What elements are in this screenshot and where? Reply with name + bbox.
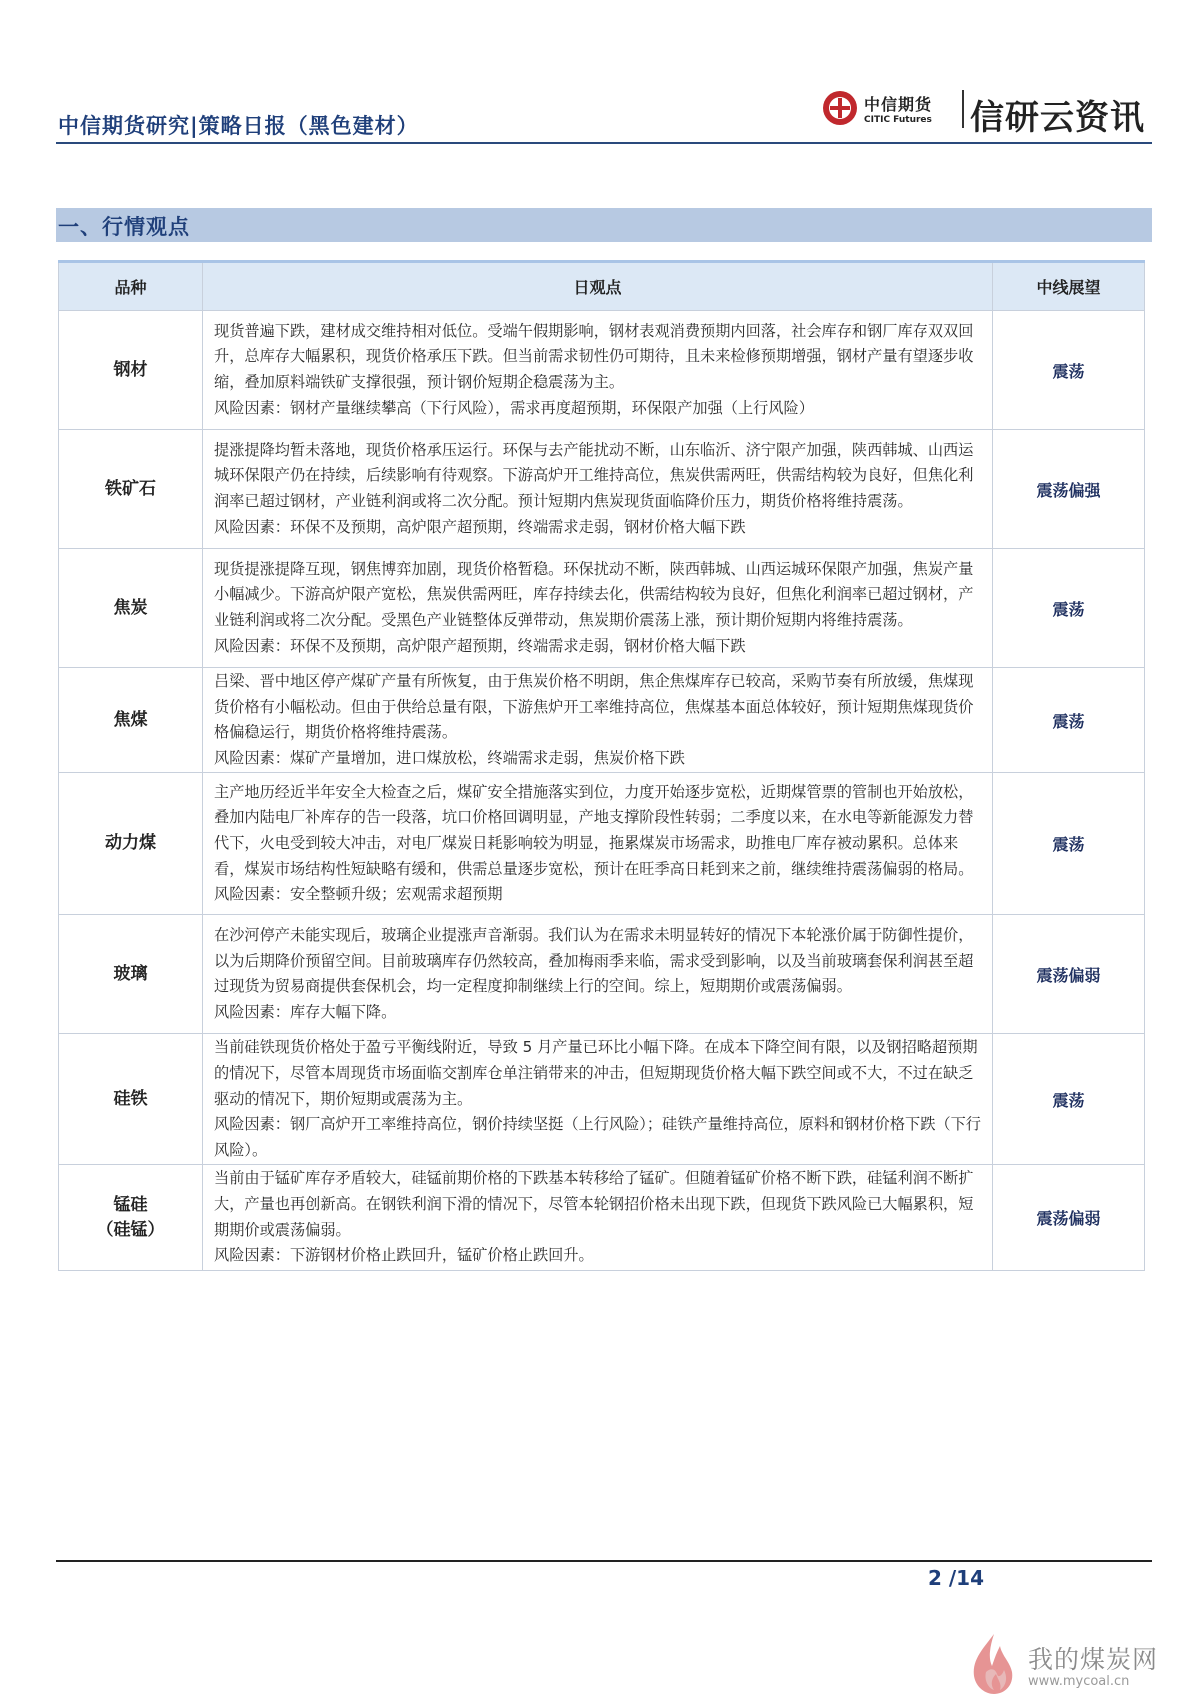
page-number: 2 /14 xyxy=(928,1566,985,1590)
risk-text: 风险因素：钢材产量继续攀高（下行风险），需求再度超预期，环保限产加强（上行风险） xyxy=(214,398,814,417)
daily-view-cell xyxy=(203,430,993,549)
variety-cell: 焦炭 xyxy=(59,549,203,668)
risk-text: 风险因素：环保不及预期，高炉限产超预期，终端需求走弱，钢材价格大幅下跌 xyxy=(214,517,746,536)
variety-cell: 硅铁 xyxy=(59,1034,203,1165)
daily-view-cell xyxy=(203,1165,993,1270)
header-variety: 品种 xyxy=(59,262,203,311)
watermark-site-name: 我的煤炭网 xyxy=(1028,1645,1159,1674)
logo-english-name: CITIC Futures xyxy=(864,115,932,125)
section-bar xyxy=(56,208,1152,242)
table-header-row xyxy=(59,262,1145,311)
variety-cell: 锰硅 （硅锰） xyxy=(59,1165,203,1270)
risk-text: 风险因素：库存大幅下降。 xyxy=(214,1002,397,1021)
flame-logo-icon xyxy=(964,1632,1020,1696)
daily-view-cell xyxy=(203,668,993,773)
header-mid-term-outlook: 中线展望 xyxy=(993,262,1145,311)
outlook-cell: 震荡 xyxy=(993,668,1145,773)
risk-text: 风险因素：安全整顿升级；宏观需求超预期 xyxy=(214,885,503,904)
table-row xyxy=(59,1034,1145,1165)
outlook-cell: 震荡 xyxy=(993,311,1145,430)
view-text: 当前由于锰矿库存矛盾较大，硅锰前期价格的下跌基本转移给了锰矿。但随着锰矿价格不断下跌，硅锰利润不断扩大，产量也再创新高。在钢铁利润下滑的情况下，尽管本轮钢招价格未出现下跌，但现货下跌风险已大幅累积，短期期价或震荡偏弱。 xyxy=(214,1169,974,1239)
variety-cell: 动力煤 xyxy=(59,773,203,915)
header-daily-view: 日观点 xyxy=(203,262,993,311)
variety-cell: 玻璃 xyxy=(59,915,203,1034)
daily-view-cell xyxy=(203,549,993,668)
outlook-cell: 震荡偏强 xyxy=(993,430,1145,549)
logo-separator xyxy=(962,90,964,128)
watermark-url[interactable]: www.mycoal.cn xyxy=(1028,1674,1130,1689)
outlook-cell: 震荡 xyxy=(993,773,1145,915)
table-row xyxy=(59,311,1145,430)
outlook-cell: 震荡偏弱 xyxy=(993,915,1145,1034)
risk-text: 风险因素：煤矿产量增加，进口煤放松，终端需求走弱，焦炭价格下跌 xyxy=(214,748,685,767)
table-row xyxy=(59,668,1145,773)
view-text: 吕梁、晋中地区停产煤矿产量有所恢复，由于焦炭价格不明朗，焦企焦煤库存已较高，采购节奏有所放缓，焦煤现货价格有小幅松动。但由于供给总量有限，下游焦炉开工率维持高位，焦煤基本面总体较好，预计短期焦煤现货价格偏稳运行，期货价格将维持震荡。 xyxy=(214,672,974,742)
daily-view-cell xyxy=(203,1034,993,1165)
header-rule xyxy=(56,142,1152,144)
view-text: 提涨提降均暂未落地，现货价格承压运行。环保与去产能扰动不断，山东临沂、济宁限产加强，陕西韩城、山西运城环保限产仍在持续，后续影响有待观察。下游高炉开工维持高位，焦炭供需两旺，供需结构较为良好，但焦化利润率已超过钢材，产业链利润或将二次分配。预计短期内焦炭现货面临降价压力，期货价格将维持震荡。 xyxy=(214,440,974,510)
table-row xyxy=(59,773,1145,915)
view-text: 主产地历经近半年安全大检查之后，煤矿安全措施落实到位，力度开始逐步宽松，近期煤管票的管制也开始放松，叠加内陆电厂补库存的告一段落，坑口价格回调明显，产地支撑阶段性转弱；二季度以来，在水电等新能源发力替代下，火电受到较大冲击，对电厂煤炭日耗影响较为明显，拖累煤炭市场需求，助推电厂库存被动累积。总体来看，煤炭市场结构性短缺略有缓和，供需总量逐步宽松，预计在旺季高日耗到来之前，继续维持震荡偏弱的格局。 xyxy=(214,782,974,878)
citic-logo-icon xyxy=(822,90,858,126)
outlook-cell: 震荡 xyxy=(993,549,1145,668)
outlook-cell: 震荡 xyxy=(993,1034,1145,1165)
daily-view-cell xyxy=(203,915,993,1034)
risk-text: 风险因素：钢厂高炉开工率维持高位，钢价持续坚挺（上行风险）；硅铁产量维持高位，原料和钢材价格下跌（下行风险）。 xyxy=(214,1115,981,1159)
variety-cell: 钢材 xyxy=(59,311,203,430)
brand-name: 信研云资讯 xyxy=(970,98,1145,138)
daily-view-cell xyxy=(203,773,993,915)
view-text: 在沙河停产未能实现后，玻璃企业提涨声音渐弱。我们认为在需求未明显转好的情况下本轮涨价属于防御性提价，以为后期降价预留空间。目前玻璃库存仍然较高，叠加梅雨季来临，需求受到影响，以及当前玻璃套保利润甚至超过现货为贸易商提供套保机会，均一定程度抑制继续上行的空间。综上，短期期价或震荡偏弱。 xyxy=(214,926,974,996)
market-view-table xyxy=(58,260,1145,1271)
footer-rule xyxy=(56,1560,1152,1562)
risk-text: 风险因素：环保不及预期，高炉限产超预期，终端需求走弱，钢材价格大幅下跌 xyxy=(214,636,746,655)
table-row xyxy=(59,549,1145,668)
risk-text: 风险因素：下游钢材价格止跌回升，锰矿价格止跌回升。 xyxy=(214,1246,594,1265)
table-row xyxy=(59,430,1145,549)
variety-cell: 铁矿石 xyxy=(59,430,203,549)
daily-view-cell xyxy=(203,311,993,430)
outlook-cell: 震荡偏弱 xyxy=(993,1165,1145,1270)
table-row xyxy=(59,1165,1145,1270)
view-text: 现货普遍下跌，建材成交维持相对低位。受端午假期影响，钢材表观消费预期内回落，社会库存和钢厂库存双双回升，总库存大幅累积，现货价格承压下跌。但当前需求韧性仍可期待，且未来检修预期增强，钢材产量有望逐步收缩，叠加原料端铁矿支撑很强，预计钢价短期企稳震荡为主。 xyxy=(214,321,974,391)
logo-chinese-name: 中信期货 xyxy=(864,95,933,114)
variety-cell: 焦煤 xyxy=(59,668,203,773)
report-title: 中信期货研究|策略日报（黑色建材） xyxy=(58,114,419,138)
view-text: 当前硅铁现货价格处于盈亏平衡线附近，导致 5 月产量已环比小幅下降。在成本下降空间有限，以及钢招略超预期的情况下，尽管本周现货市场面临交割库仓单注销带来的冲击，但短期现货价格大幅下跌空间或不大，不过在缺乏驱动的情况下，期价短期或震荡为主。 xyxy=(214,1038,978,1108)
section-title: 一、行情观点 xyxy=(58,215,190,239)
view-text: 现货提涨提降互现，钢焦博弈加剧，现货价格暂稳。环保扰动不断，陕西韩城、山西运城环保限产加强，焦炭产量小幅减少。下游高炉限产宽松，焦炭供需两旺，库存持续去化，供需结构较为良好，但焦化利润率已超过钢材，产业链利润或将二次分配。受黑色产业链整体反弹带动，焦炭期价震荡上涨，预计期价短期内将维持震荡。 xyxy=(214,559,974,629)
table-row xyxy=(59,915,1145,1034)
